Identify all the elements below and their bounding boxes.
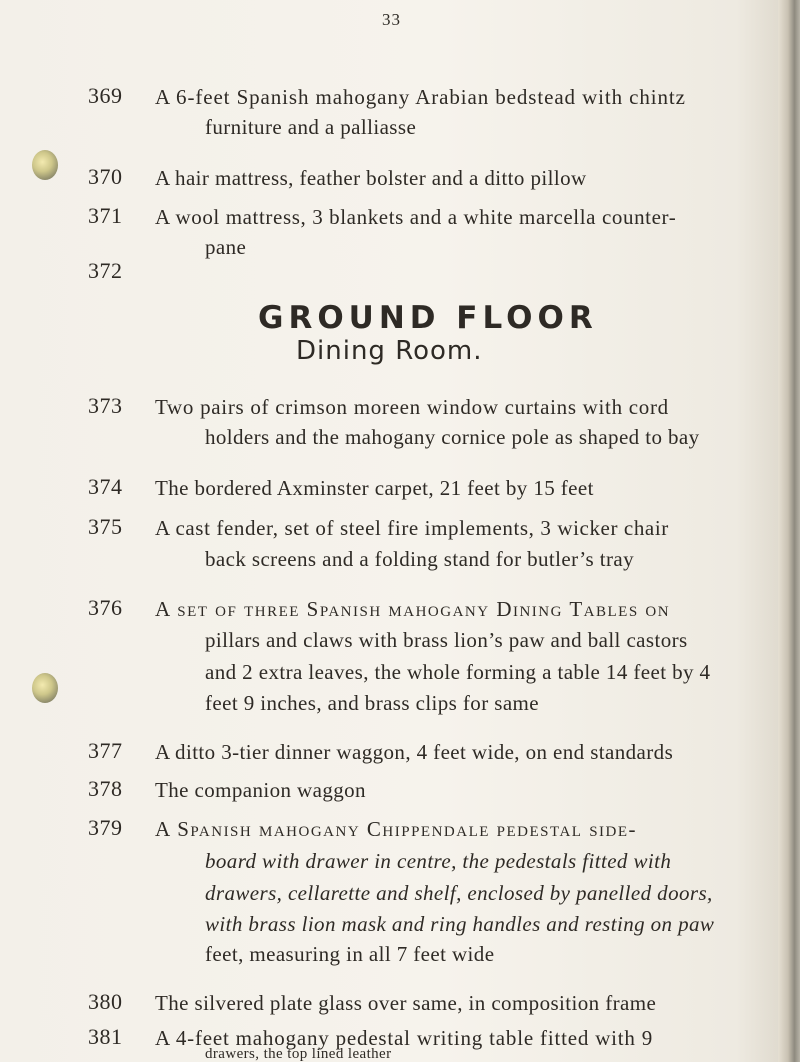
lot-number: 378 — [88, 776, 123, 801]
lot-description-line: A hair mattress, feather bolster and a ditto pillow — [155, 166, 587, 190]
lot-description-line: A ditto 3-tier dinner waggon, 4 feet wide, on end standards — [155, 740, 674, 764]
lot-number: 369 — [88, 83, 123, 108]
lot-description-line: A wool mattress, 3 blankets and a white marcella counter- — [155, 205, 677, 229]
lot-description-line: A set of three Spanish mahogany Dining Tables on — [155, 597, 671, 621]
lot-description-line: furniture and a palliasse — [205, 115, 417, 139]
lot-description-line: feet 9 inches, and brass clips for same — [205, 691, 539, 715]
lot-number: 377 — [88, 738, 123, 763]
lot-description-line: Two pairs of crimson moreen window curtains with cord — [155, 395, 669, 419]
page-number: 33 — [382, 10, 401, 29]
lot-number: 371 — [88, 203, 123, 228]
lot-description-line: board with drawer in centre, the pedestals fitted with — [205, 849, 672, 873]
lot-number: 379 — [88, 815, 123, 840]
binding-hole — [32, 673, 58, 703]
lot-description-line: The companion waggon — [155, 778, 366, 802]
lot-description-line: The bordered Axminster carpet, 21 feet by 15 feet — [155, 476, 594, 500]
lot-number: 373 — [88, 393, 123, 418]
page-edge — [778, 0, 800, 1062]
lot-number: 374 — [88, 474, 123, 499]
lot-number: 380 — [88, 989, 123, 1014]
lot-description-line: holders and the mahogany cornice pole as shaped to bay — [205, 425, 700, 449]
lot-description-line: drawers, the top lined leather — [205, 1046, 392, 1062]
lot-description-line: and 2 extra leaves, the whole forming a table 14 feet by 4 — [205, 660, 711, 684]
lot-description-line: drawers, cellarette and shelf, enclosed by panelled doors, — [205, 881, 713, 905]
lot-description-line: A 6-feet Spanish mahogany Arabian bedstead with chintz — [155, 85, 686, 109]
lot-description-line: A 4-feet mahogany pedestal writing table fitted with 9 — [155, 1026, 654, 1050]
lot-description-line: feet, measuring in all 7 feet wide — [205, 942, 495, 966]
lot-description-line: A cast fender, set of steel fire implements, 3 wicker chair — [155, 516, 669, 540]
lot-number: 381 — [88, 1024, 123, 1049]
lot-number: 375 — [88, 514, 123, 539]
lot-description-line: pillars and claws with brass lion’s paw and ball castors — [205, 628, 688, 652]
lot-description-line: The silvered plate glass over same, in composition frame — [155, 991, 657, 1015]
lot-description-line: with brass lion mask and ring handles and resting on paw — [205, 912, 715, 936]
lot-description-line: pane — [205, 235, 247, 259]
binding-hole — [32, 150, 58, 180]
lot-number: 376 — [88, 595, 123, 620]
lot-description-line: back screens and a folding stand for butler’s tray — [205, 547, 634, 571]
lot-number: 372 — [88, 258, 123, 283]
section-title: GROUND FLOOR — [258, 300, 598, 336]
lot-description-line: A Spanish mahogany Chippendale pedestal side- — [155, 817, 638, 841]
lot-number: 370 — [88, 164, 123, 189]
room-title: Dining Room. — [296, 336, 483, 366]
